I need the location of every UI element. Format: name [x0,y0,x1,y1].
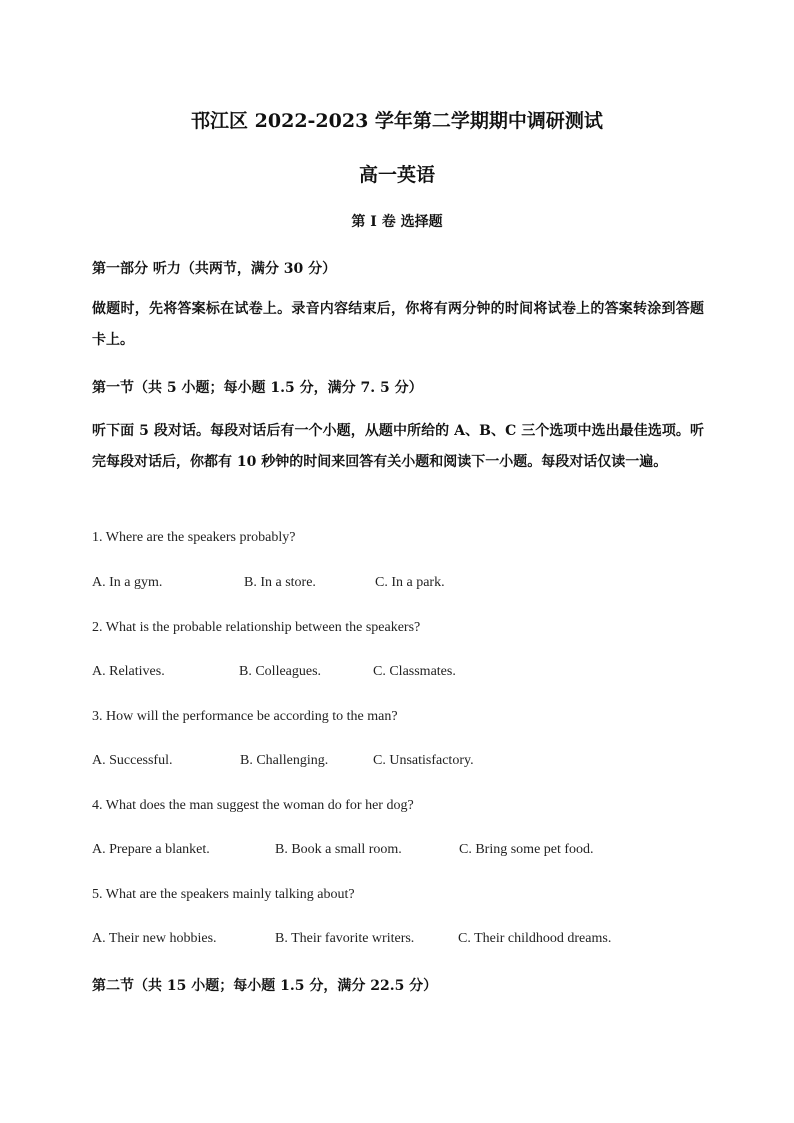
section1-heading: 第一节（共 5 小题；每小题 1.5 分，满分 7. 5 分） [92,380,423,396]
question-4-option-b: B. Book a small room. [275,842,402,857]
part1-instructions: 做题时，先将答案标在试卷上。录音内容结束后，你将有两分钟的时间将试卷上的答案转涂到答题卡上。 [92,301,704,348]
question-1-stem: 1. Where are the speakers probably? [92,530,296,545]
question-3-option-a: A. Successful. [92,753,173,768]
question-4-stem: 4. What does the man suggest the woman do for her dog? [92,798,414,813]
question-4-option-a: A. Prepare a blanket. [92,842,210,857]
question-1-option-c: C. In a park. [375,575,445,590]
question-5-option-b: B. Their favorite writers. [275,931,415,946]
volume-title: 第 I 卷 选择题 [351,214,443,230]
part1-heading: 第一部分 听力（共两节，满分 30 分） [92,261,337,277]
section2-heading: 第二节（共 15 小题；每小题 1.5 分，满分 22.5 分） [92,978,438,994]
question-5-option-c: C. Their childhood dreams. [458,931,612,946]
question-5-option-a: A. Their new hobbies. [92,931,217,946]
question-2-stem: 2. What is the probable relationship between the speakers? [92,620,421,635]
question-3-stem: 3. How will the performance be according to the man? [92,709,398,724]
subject-title: 高一英语 [358,164,435,186]
question-2-option-c: C. Classmates. [373,664,456,679]
question-2-option-b: B. Colleagues. [239,664,322,679]
section1-instructions: 听下面 5 段对话。每段对话后有一个小题，从题中所给的 A、B、C 三个选项中选出最佳选项。听完每段对话后，你都有 10 秒钟的时间来回答有关小题和阅读下一小题。每段对话仅读一遍。 [92,423,704,470]
question-4-option-c: C. Bring some pet food. [459,842,594,857]
question-1-option-a: A. In a gym. [92,575,163,590]
question-3-option-b: B. Challenging. [240,753,329,768]
question-5-stem: 5. What are the speakers mainly talking about? [92,887,355,902]
exam-title: 邗江区 2022-2023 学年第二学期期中调研测试 [191,110,603,132]
question-2-option-a: A. Relatives. [92,664,165,679]
question-3-option-c: C. Unsatisfactory. [373,753,474,768]
question-1-option-b: B. In a store. [244,575,316,590]
